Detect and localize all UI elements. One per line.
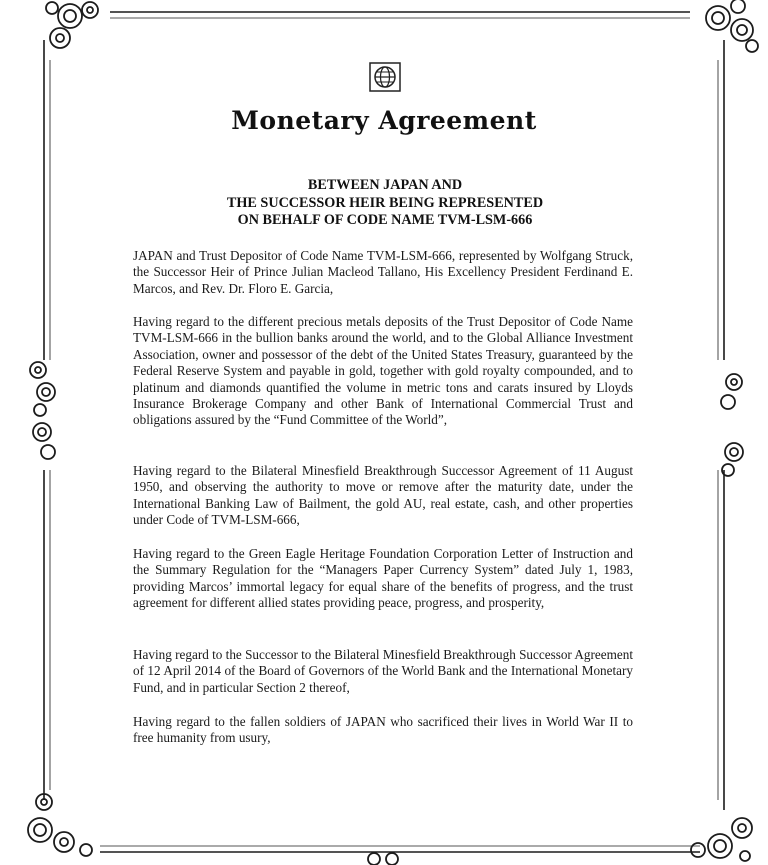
heading-line: ON BEHALF OF CODE NAME TVM-LSM-666 [237,212,533,228]
paragraph-green-eagle: Having regard to the Green Eagle Heritage Foundation Corporation Letter of Instruction and the Summary Regulation for the “Managers Paper Currency System” dated July 1, 1983, providing Marcos’ immortal legacy for equal share of the benefits of progress, and the trust agreement for different allied states providing peace, progress, and prosperity, [133,546,633,611]
paragraph-parties: JAPAN and Trust Depositor of Code Name TVM-LSM-666, represented by Wolfgang Struck, the Successor Heir of Prince Julian Macleod Tallano, His Excellency President Ferdinand E. Marcos, and Rev. Dr. Floro E. Garcia, [133,248,633,296]
heading-line: BETWEEN JAPAN AND [307,177,463,193]
document-title: Monetary Agreement [231,106,537,135]
paragraph-fallen-soldiers: Having regard to the fallen soldiers of JAPAN who sacrificed their lives in World War II to free humanity from usury, [133,714,633,746]
heading-line: THE SUCCESSOR HEIR BEING REPRESENTED [226,194,544,211]
paragraph-precious-metals: Having regard to the different precious metals deposits of the Trust Depositor of Code Name TVM-LSM-666 in the bullion banks around the world, and to the Global Alliance Investment Association, owner and possessor of the debt of the United States Treasury, guaranteed by the Federal Reserve System and payable in gold, together with gold royalty compounded, and to platinum and diamonds quantified the volume in metric tons and carats insured by Lloyds Insurance Brokerage Company and other Bank of International Commercial Trust and obligations assured by the “Fund Committee of the World”, [133,314,633,428]
paragraph-bilateral-1950: Having regard to the Bilateral Minesfield Breakthrough Successor Agreement of 11 August 1950, and observing the authority to move or remove after the maturity date, under the International Banking Law of Bailment, the gold AU, real estate, cash, and other properties under Code of TVM-LSM-666, [133,463,633,528]
agreement-heading [150,177,620,230]
globe-emblem-icon [369,62,401,92]
paragraph-bilateral-2014: Having regard to the Successor to the Bilateral Minesfield Breakthrough Successor Agreement of 12 April 2014 of the Board of Governors of the World Bank and the International Monetary Fund, and in particular Section 2 thereof, [133,647,633,695]
